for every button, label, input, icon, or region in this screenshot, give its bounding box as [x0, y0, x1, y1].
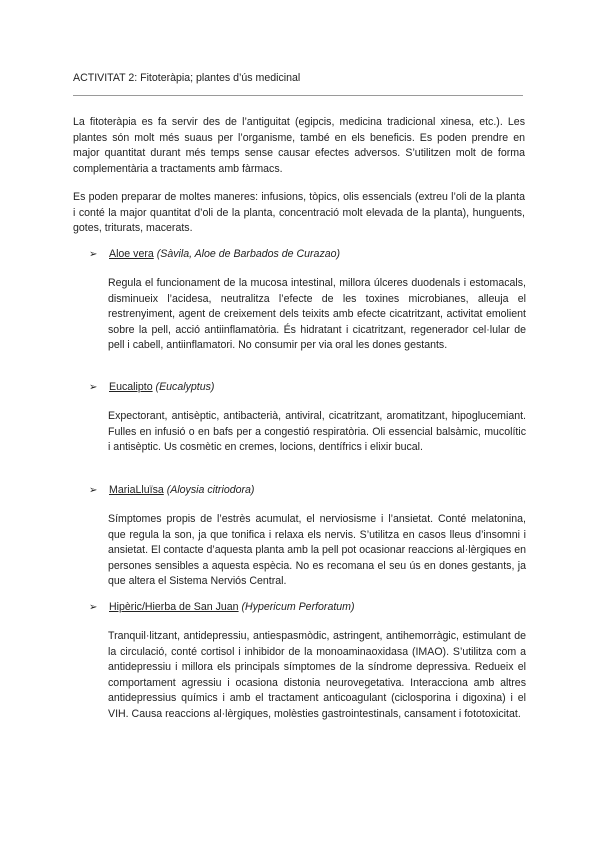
header-divider — [73, 95, 523, 96]
plant-heading-eucalipto — [89, 380, 214, 396]
plant-name: Hipèric/Hierba de San Juan — [109, 601, 239, 613]
arrow-bullet-icon: ➢ — [89, 249, 98, 260]
plant-name: Aloe vera — [109, 248, 154, 260]
arrow-bullet-icon: ➢ — [89, 602, 98, 613]
plant-description-eucalipto: Expectorant, antisèptic, antibacterià, antiviral, cicatritzant, aromatitzant, hipoglucemiant. Fulles en infusió o en bafs per a congestió respiratòria. Oli essencial balsàmic, mucolític i antisèptic. Us cosmètic en cremes, locions, dentífrics i elixir bucal. — [108, 410, 526, 453]
page-header-title: ACTIVITAT 2: Fitoteràpia; plantes d’ús medicinal — [73, 72, 301, 84]
intro-paragraph-1: La fitoteràpia es fa servir des de l’antiguitat (egipcis, medicina tradicional xinesa, etc.). Les plantes són molt més suaus per l’organisme, també en els beneficis. Es poden prendre en major quantitat durant més temps sense causar efectes adversos. S’utilitzen molt de forma complementària a tractaments amb fàrmacs. — [73, 116, 525, 175]
plant-description-marialluisa: Símptomes propis de l’estrès acumulat, el nerviosisme i l’ansietat. Conté melatonina, que regula la son, ja que tonifica i relaxa els nervis. S’utilitza en casos lleus d’insomni i ansietat. El contacte d’aquesta planta amb la pell pot ocasionar reaccions al·lèrgiques en persones sensibles a aquesta espècia. No es recomana el seu ús en dones gestants, ja que altera el Sistema Nerviós Central. — [108, 513, 526, 587]
arrow-bullet-icon: ➢ — [89, 382, 98, 393]
plant-latin-name: (Aloysia citriodora) — [166, 484, 255, 496]
arrow-bullet-icon: ➢ — [89, 485, 98, 496]
plant-description-aloe-vera: Regula el funcionament de la mucosa intestinal, millora úlceres duodenals i estomacals, disminueix l’acidesa, neutralitza l’efecte de les toxines microbianes, alleuja el restrenyiment, agent de creixement dels teixits amb efecte cicatritzant, activitat emolient sobre la pell, acció antiinflamatòria. És hidratant i cicatritzant, regenerador cel·lular de pell i cabell, antiinflamatori. No consumir per via oral les dones gestants. — [108, 277, 526, 351]
plant-heading-aloe-vera — [89, 247, 340, 263]
plant-latin-name: (Eucalyptus) — [155, 381, 215, 393]
plant-name: MariaLluïsa — [109, 484, 164, 496]
plant-heading-hiperic — [89, 600, 355, 616]
plant-description-hiperic: Tranquil·litzant, antidepressiu, antiespasmòdic, astringent, antihemorràgic, estimulant de la circulació, conté cortisol i inhibidor de la monoaminaoxidasa (IMAO). S’utilitza com a antidepressiu i millora els principals símptomes de la síndrome depressiva. Redueix el comportament agressiu i ocasiona distonia neurovegetativa. Interacciona amb altres antidepressius químics i amb el tractament anticoagulant (ciclosporina i digoxina) i el VIH. Causa reaccions al·lèrgiques, molèsties gastrointestinals, cansament i fototoxicitat. — [108, 630, 526, 720]
plant-name: Eucalipto — [109, 381, 153, 393]
plant-latin-name: (Sàvila, Aloe de Barbados de Curazao) — [156, 248, 341, 260]
plant-latin-name: (Hypericum Perforatum) — [241, 601, 355, 613]
intro-paragraph-2: Es poden preparar de moltes maneres: infusions, tòpics, olis essencials (extreu l’oli de la planta i conté la major quantitat d’oli de la planta, concentració molt elevada de la planta), hunguents, gotes, triturats, macerats. — [73, 191, 525, 234]
plant-heading-marialluisa — [89, 483, 254, 499]
